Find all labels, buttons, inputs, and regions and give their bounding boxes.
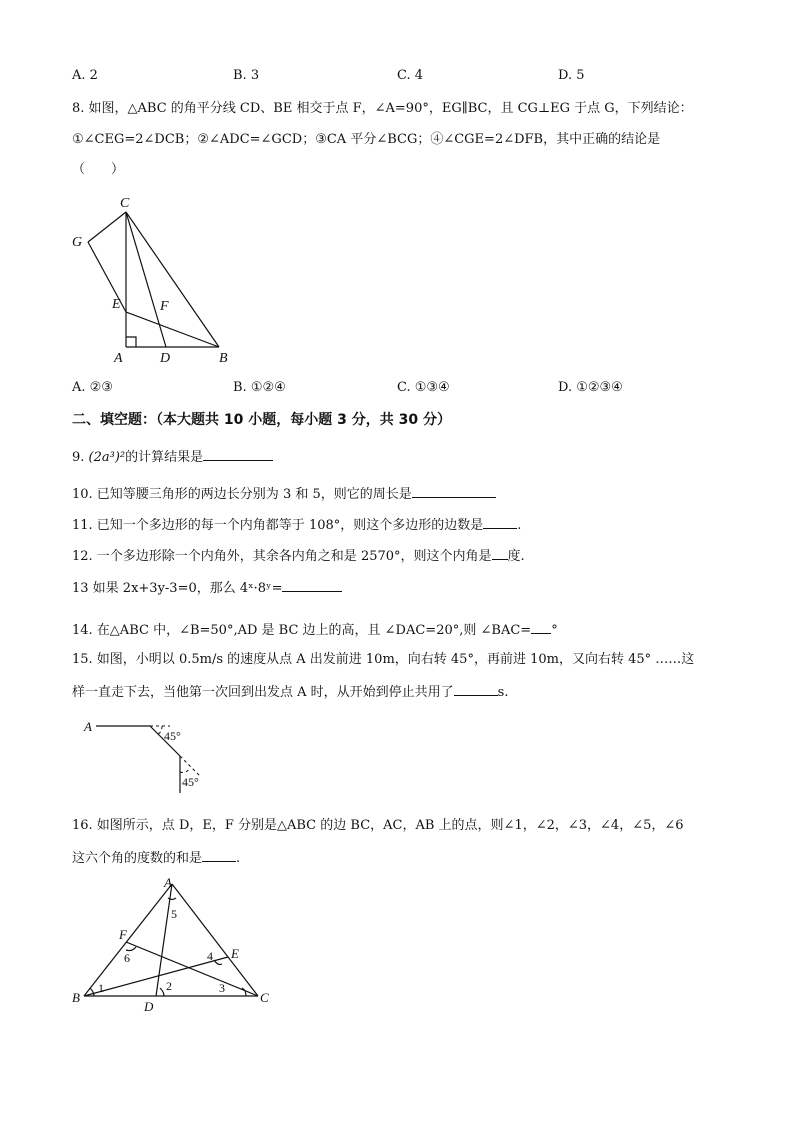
q8-option-a: A. ②③ <box>72 380 113 395</box>
q15-answer-blank <box>454 682 498 696</box>
q9 <box>72 447 273 467</box>
q16-angle-arc-5 <box>168 898 176 900</box>
q7-option-a: A. 2 <box>72 68 98 83</box>
q14-end: ° <box>551 623 558 638</box>
q14 <box>72 620 558 640</box>
q13 <box>72 578 342 598</box>
q8-right-angle-mark <box>126 337 136 347</box>
q8-line-cb <box>126 212 219 347</box>
q16-label-b: B <box>72 990 80 1005</box>
q16-line-ac <box>172 884 258 996</box>
q15-label-a: A <box>84 719 92 734</box>
q15-end: s. <box>497 685 509 700</box>
q15-line2 <box>72 682 508 702</box>
q9-answer-blank <box>203 447 273 461</box>
q9-text: 的计算结果是 <box>125 450 204 465</box>
q10 <box>72 484 496 504</box>
q14-text: 14. 在△ABC 中，∠B=50°,AD 是 BC 边上的高，且 ∠DAC=20°,则 ∠BAC= <box>72 623 532 638</box>
q8-line-cd <box>126 212 166 347</box>
q16-angle-arc-4 <box>214 960 222 965</box>
q7-option-b: B. 3 <box>233 68 260 83</box>
q15-extension-2 <box>180 756 200 776</box>
q16-label-a: A <box>164 875 172 890</box>
q8-option-d: D. ①②③④ <box>558 380 623 395</box>
q16-angle-num-6: 6 <box>124 951 130 965</box>
q12-answer-blank <box>492 546 508 560</box>
q8-stem-line1: 8. 如图，△ABC 的角平分线 CD、BE 相交于点 F，∠A=90°，EG∥BC，且 CG⊥EG 于点 G，下列结论： <box>72 101 693 116</box>
q10-answer-blank <box>412 484 496 498</box>
q9-number: 9. <box>72 450 85 465</box>
q8-label-d: D <box>160 351 171 366</box>
q16-triangle-figure <box>64 872 284 1017</box>
q16-answer-blank <box>202 848 236 862</box>
q14-answer-blank <box>531 620 551 634</box>
q11-text: 11. 已知一个多边形的每一个内角都等于 108°，则这个多边形的边数是 <box>72 518 484 533</box>
q16-angle-num-5: 5 <box>171 907 177 921</box>
q8-option-c: C. ①③④ <box>397 380 450 395</box>
q11-answer-blank <box>483 515 517 529</box>
q8-label-g: G <box>72 235 83 250</box>
q16-end: . <box>236 851 241 866</box>
q15-angle-label-2: 45° <box>182 775 199 789</box>
q12-end: 度. <box>507 549 525 564</box>
q16-angle-arc-2 <box>160 988 164 996</box>
q16-angle-num-4: 4 <box>207 949 213 963</box>
q15-line1: 15. 如图，小明以 0.5m/s 的速度从点 A 出发前进 10m，向右转 45°，再前进 10m，又向右转 45° ……这 <box>72 652 695 667</box>
q7-option-c: C. 4 <box>397 68 424 83</box>
q16-text: 这六个角的度数的和是 <box>72 851 203 866</box>
q8-line-be <box>126 312 219 347</box>
q8-label-f: F <box>160 299 169 314</box>
q15-path-figure <box>78 716 228 800</box>
q16-label-f: F <box>119 927 127 942</box>
q13-text: 13 如果 2x+3y-3=0，那么 4ˣ·8ʸ= <box>72 581 283 596</box>
q16-label-c: C <box>260 990 269 1005</box>
q16-angle-num-2: 2 <box>166 979 172 993</box>
q8-option-b: B. ①②④ <box>233 380 286 395</box>
q16-label-d: D <box>144 999 154 1014</box>
q10-text: 10. 已知等腰三角形的两边长分别为 3 和 5，则它的周长是 <box>72 487 412 502</box>
q15-angle-label-1: 45° <box>164 729 181 743</box>
q16-line1: 16. 如图所示，点 D，E，F 分别是△ABC 的边 BC，AC，AB 上的点，则∠1，∠2，∠3，∠4，∠5，∠6 <box>72 818 684 833</box>
q15-angle-arc-1 <box>158 726 162 734</box>
q11-end: . <box>517 518 522 533</box>
q9-expression: (2a³)² <box>88 450 126 465</box>
q8-line-gc <box>88 212 126 242</box>
q16-label-e: E <box>231 946 239 961</box>
q15-angle-arc-2 <box>180 768 190 773</box>
q15-text: 样一直走下去，当他第一次回到出发点 A 时，从开始到停止共用了 <box>72 685 454 700</box>
q8-stem-line2: ①∠CEG=2∠DCB；②∠ADC=∠GCD；③CA 平分∠BCG；④∠CGE=2∠DFB，其中正确的结论是 <box>72 132 661 147</box>
q12 <box>72 546 525 566</box>
q12-text: 12. 一个多边形除一个内角外，其余各内角之和是 2570°，则这个内角是 <box>72 549 492 564</box>
q7-option-d: D. 5 <box>558 68 585 83</box>
q8-label-e: E <box>112 297 121 312</box>
q16-angle-num-3: 3 <box>219 981 225 995</box>
q8-label-b: B <box>219 351 228 366</box>
q11 <box>72 515 521 535</box>
q8-triangle-figure <box>68 190 238 370</box>
q16-line2 <box>72 848 240 868</box>
q13-answer-blank <box>282 578 342 592</box>
q8-label-c: C <box>120 196 130 211</box>
q8-answer-paren: （ ） <box>72 162 125 177</box>
section2-title: 二、填空题：（本大题共 10 小题，每小题 3 分，共 30 分） <box>72 412 451 428</box>
q8-label-a: A <box>114 351 123 366</box>
q16-angle-num-1: 1 <box>98 981 104 995</box>
